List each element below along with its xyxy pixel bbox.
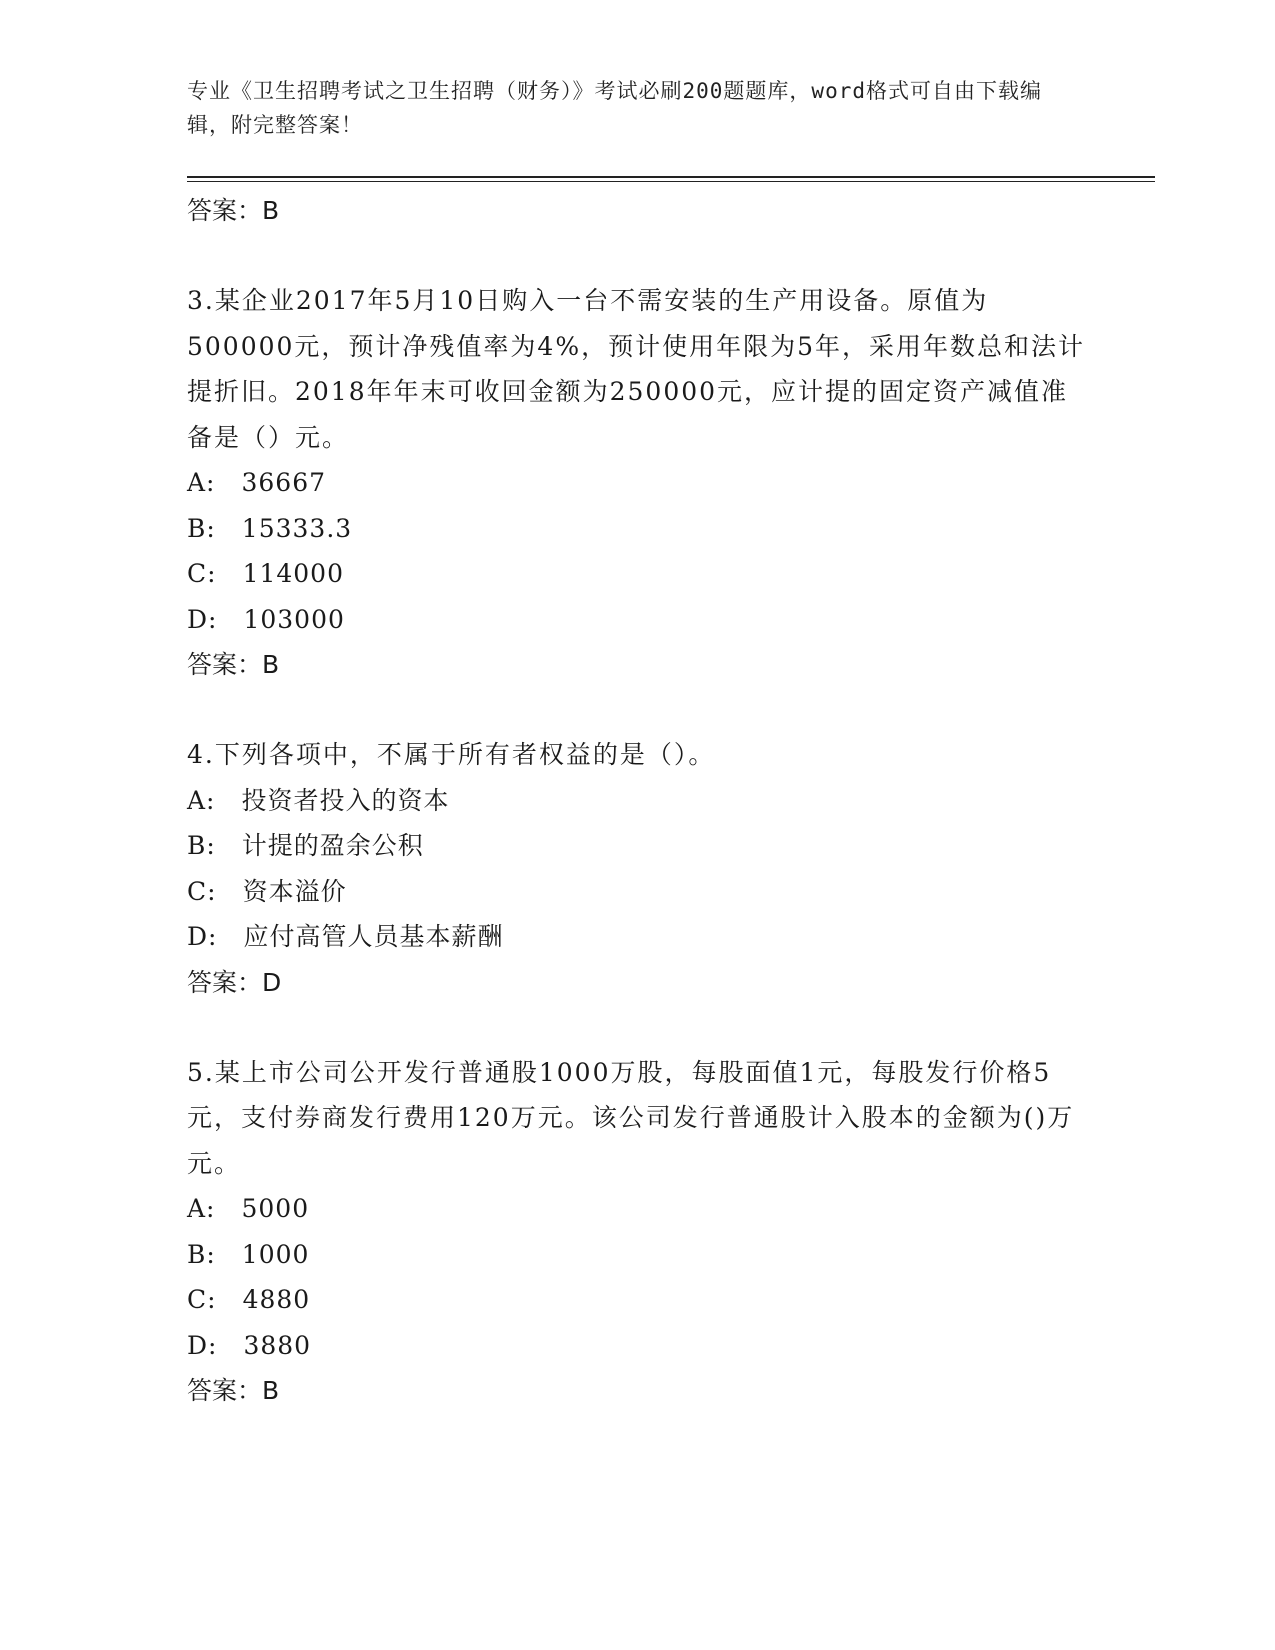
question-3	[187, 278, 1087, 688]
option-c	[187, 869, 1087, 915]
option-text: 4880	[242, 1285, 311, 1314]
option-letter: D:	[187, 1330, 218, 1360]
option-a	[187, 1186, 1087, 1232]
header-rule-thick	[187, 176, 1155, 178]
answer-line: 答案：B	[187, 650, 280, 679]
answer-line: 答案：B	[187, 196, 280, 225]
option-text: 103000	[243, 604, 345, 634]
option-letter: D:	[187, 922, 218, 951]
option-b	[187, 823, 1087, 869]
option-text: 应付高管人员基本薪酬	[243, 922, 504, 951]
option-letter: A:	[187, 785, 216, 815]
option-c	[187, 551, 1087, 597]
question-4	[187, 732, 1087, 1006]
option-letter: A:	[187, 468, 216, 497]
option-a	[187, 778, 1087, 824]
option-b	[187, 1232, 1087, 1278]
option-text: 15333.3	[241, 513, 353, 543]
question-stem: 5.某上市公司公开发行普通股1000万股，每股面值1元，每股发行价格5元，支付券商发行费用120万元。该公司发行普通股计入股本的金额为()万元。	[187, 1057, 1075, 1178]
option-letter: C:	[187, 559, 217, 588]
option-text: 114000	[242, 559, 344, 588]
option-b	[187, 506, 1087, 552]
option-a	[187, 460, 1087, 506]
option-text: 资本溢价	[242, 876, 347, 906]
option-text: 1000	[241, 1239, 310, 1269]
option-letter: C:	[187, 1285, 217, 1314]
option-letter: C:	[187, 876, 217, 906]
option-text: 投资者投入的资本	[241, 785, 450, 815]
header-rule-thin	[187, 181, 1155, 182]
question-stem: 4.下列各项中，不属于所有者权益的是（）。	[187, 740, 716, 769]
option-d	[187, 597, 1087, 643]
option-text: 36667	[241, 468, 327, 497]
option-d	[187, 1323, 1087, 1369]
option-text: 3880	[243, 1330, 312, 1360]
option-c	[187, 1277, 1087, 1323]
answer-line: 答案：D	[187, 967, 282, 997]
question-5	[187, 1050, 1087, 1415]
option-letter: D:	[187, 604, 218, 634]
option-letter: A:	[187, 1194, 216, 1223]
option-text: 计提的盈余公积	[241, 831, 424, 860]
option-letter: B:	[187, 513, 216, 543]
document-header: 专业《卫生招聘考试之卫生招聘（财务）》考试必刷200题题库，word格式可自由下载编辑，附完整答案！	[187, 79, 1042, 137]
option-d	[187, 914, 1087, 960]
option-letter: B:	[187, 831, 216, 860]
question-stem: 3.某企业2017年5月10日购入一台不需安装的生产用设备。原值为500000元，预计净残值率为4%，预计使用年限为5年，采用年数总和法计提折旧。2018年年末可收回金额为250000元，应计提的固定资产减值准备是（）元。	[187, 286, 1086, 452]
answer-line: 答案：B	[187, 1376, 280, 1405]
option-text: 5000	[241, 1194, 310, 1223]
option-letter: B:	[187, 1239, 216, 1269]
document-body	[187, 188, 1087, 1414]
